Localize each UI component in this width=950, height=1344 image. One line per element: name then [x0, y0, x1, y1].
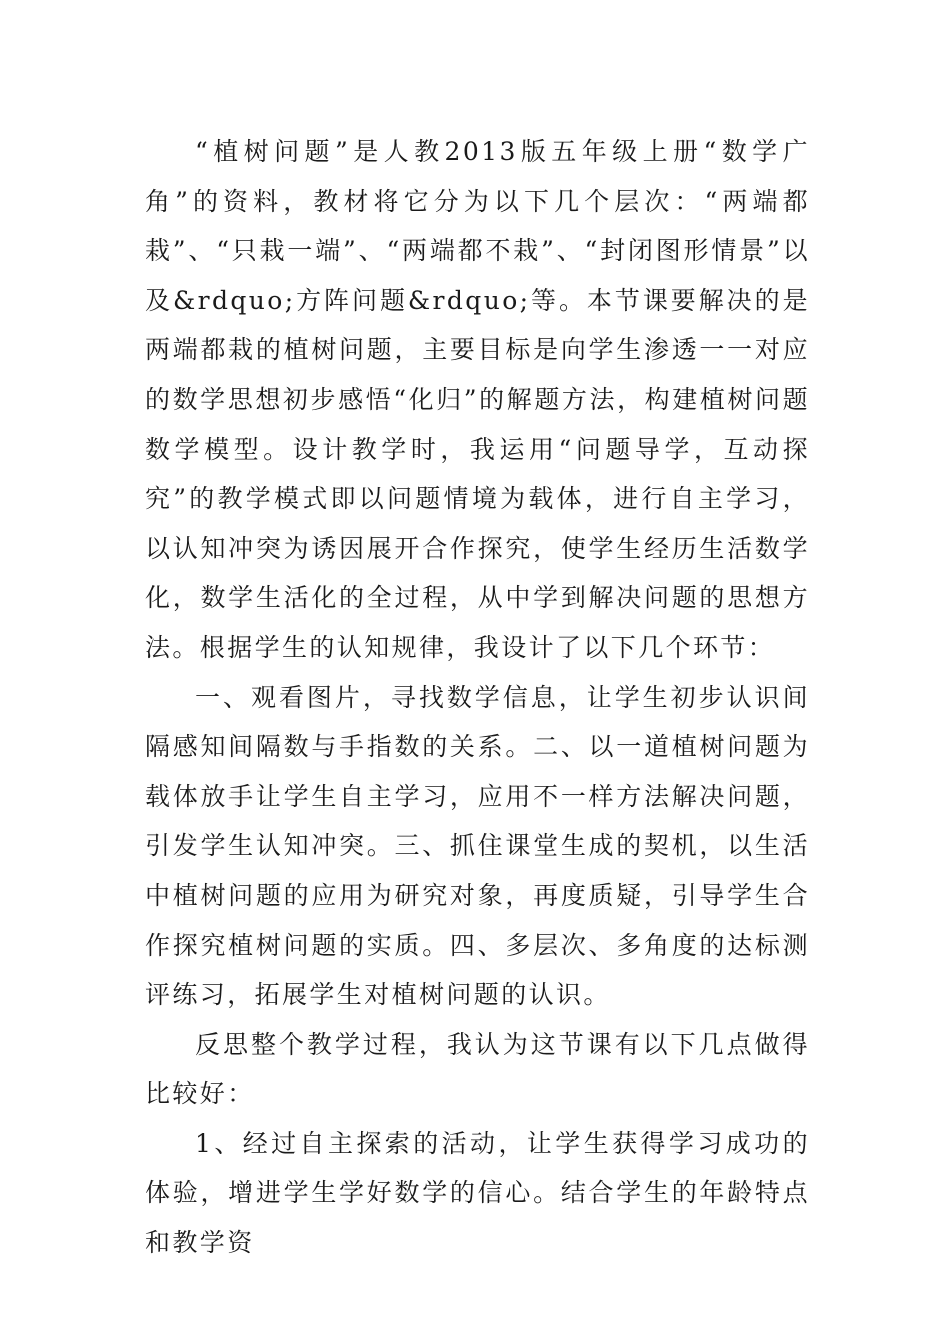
- paragraph-intro: “植树问题”是人教2013版五年级上册“数学广角”的资料，教材将它分为以下几个层次：“两端都栽”、“只栽一端”、“两端都不栽”、“封闭图形情景”以及&rdquo;方阵问题&rdquo;等。本节课要解决的是两端都栽的植树问题，主要目标是向学生渗透一一对应的数学思想初步感悟“化归”的解题方法，构建植树问题数学模型。设计教学时，我运用“问题导学，互动探究”的教学模式即以问题情境为载体，进行自主学习，以认知冲突为诱因展开合作探究，使学生经历生活数学化，数学生活化的全过程，从中学到解决问题的思想方法。根据学生的认知规律，我设计了以下几个环节：: [145, 137, 810, 662]
- paragraph-steps: 一、观看图片，寻找数学信息，让学生初步认识间隔感知间隔数与手指数的关系。二、以一道植树问题为载体放手让学生自主学习，应用不一样方法解决问题，引发学生认知冲突。三、抓住课堂生成的契机，以生活中植树问题的应用为研究对象，再度质疑，引导学生合作探究植树问题的实质。四、多层次、多角度的达标测评练习，拓展学生对植树问题的认识。: [145, 682, 810, 1010]
- document-body: [145, 127, 810, 1268]
- paragraph-reflection: 反思整个教学过程，我认为这节课有以下几点做得比较好：: [145, 1029, 810, 1109]
- paragraph-point-1: 1、经过自主探索的活动，让学生获得学习成功的体验，增进学生学好数学的信心。结合学生的年龄特点和教学资: [145, 1128, 810, 1258]
